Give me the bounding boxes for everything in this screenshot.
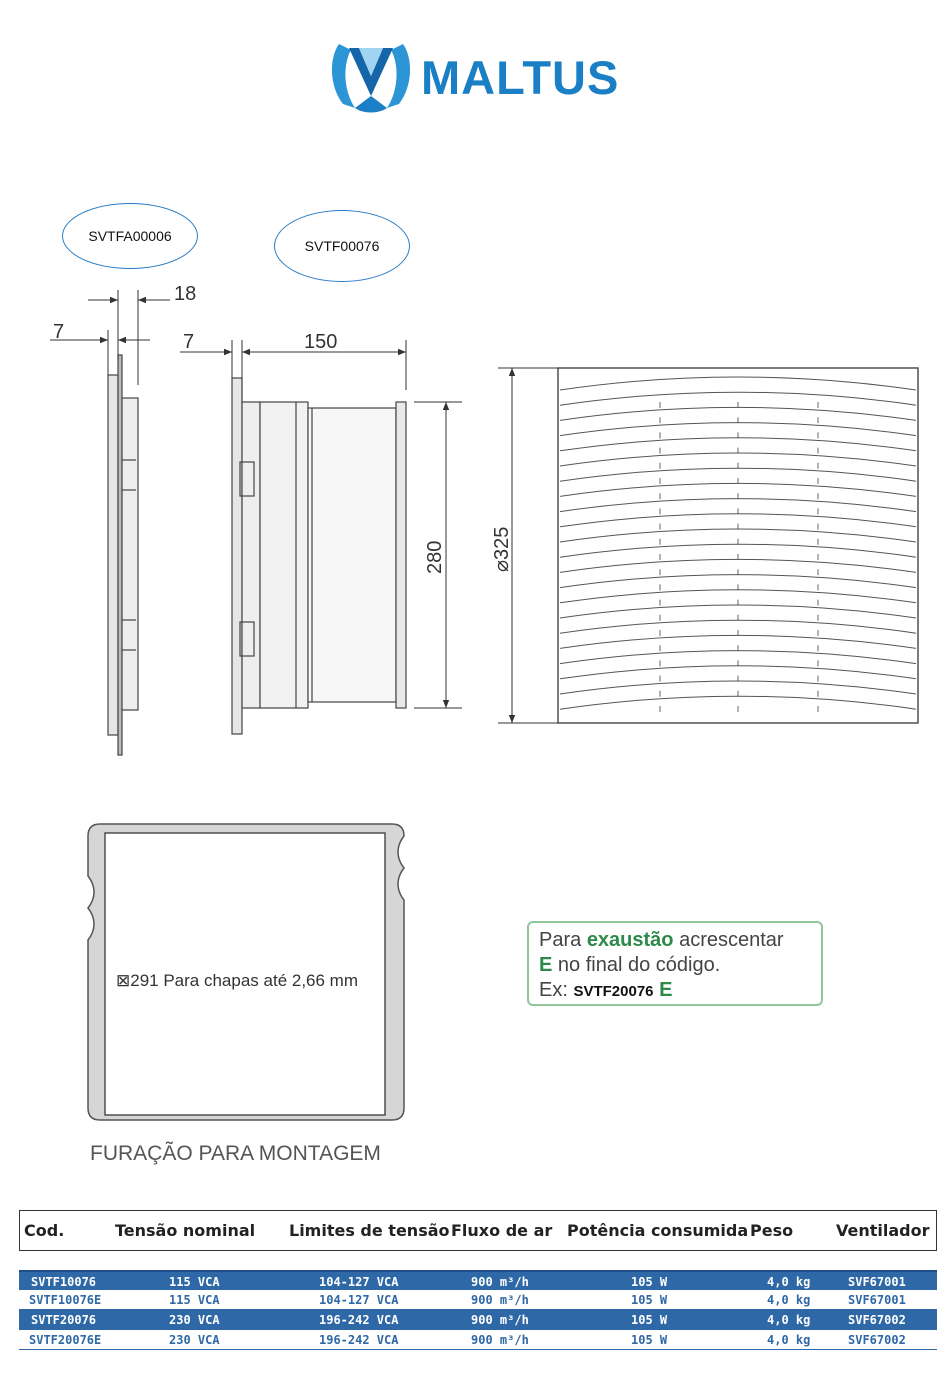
header-fluxo: Fluxo de ar xyxy=(451,1221,553,1240)
dim-fan-depth: 150 xyxy=(304,331,338,353)
header-cod: Cod. xyxy=(24,1221,65,1240)
technical-drawings xyxy=(0,280,950,1180)
table-row: SVTF20076 230 VCA 196-242 VCA 900 m³/h 105 W 4,0 kg SVF67002 xyxy=(19,1310,937,1330)
dim-grille-size-group xyxy=(491,527,513,572)
header-tensao: Tensão nominal xyxy=(115,1221,256,1240)
spec-table-body xyxy=(19,1270,937,1350)
dim-fan-height: 280 xyxy=(424,540,446,574)
dim-side-depth: 18 xyxy=(174,283,197,305)
table-row: SVTF10076 115 VCA 104-127 VCA 900 m³/h 105 W 4,0 kg SVF67001 xyxy=(19,1270,937,1290)
front-view-grille xyxy=(558,368,918,723)
logo-wordmark: MALTUS xyxy=(421,51,620,104)
spec-table-header xyxy=(19,1210,937,1251)
exhaust-note-box xyxy=(527,921,823,1006)
header-peso: Peso xyxy=(750,1221,794,1240)
table-row: SVTF20076E 230 VCA 196-242 VCA 900 m³/h 105 W 4,0 kg SVF67002 xyxy=(19,1330,937,1350)
dim-fan-flange: 7 xyxy=(183,331,195,353)
cutout-title: FURAÇÃO PARA MONTAGEM xyxy=(90,1142,381,1165)
note-line-1: Para exaustão acrescentar xyxy=(539,929,784,951)
note-line-2: E no final do código. xyxy=(539,954,721,976)
accessory-code-ellipse xyxy=(62,203,198,269)
table-row: SVTF10076E 115 VCA 104-127 VCA 900 m³/h 105 W 4,0 kg SVF67001 xyxy=(19,1290,937,1310)
dim-side-flange: 7 xyxy=(53,321,65,343)
header-limites: Limites de tensão xyxy=(289,1221,450,1240)
header-potencia: Potência consumida xyxy=(567,1221,749,1240)
side-view-fan xyxy=(232,378,406,734)
side-view-dimensions xyxy=(50,290,170,385)
header-ventilador: Ventilador xyxy=(836,1221,930,1240)
dim-grille-size: ⌀325 xyxy=(491,526,513,572)
side-view-grille xyxy=(108,355,138,755)
maltus-logo xyxy=(325,38,670,118)
cutout-label: ⊠291 Para chapas até 2,66 mm xyxy=(116,971,358,990)
maltus-m-logo-icon xyxy=(325,38,417,118)
accessory-code: SVTFA00006 xyxy=(88,228,172,244)
fan-code-ellipse xyxy=(274,210,410,282)
fan-code: SVTF00076 xyxy=(304,238,380,254)
note-line-3: Ex: SVTF20076 E xyxy=(539,979,673,1001)
